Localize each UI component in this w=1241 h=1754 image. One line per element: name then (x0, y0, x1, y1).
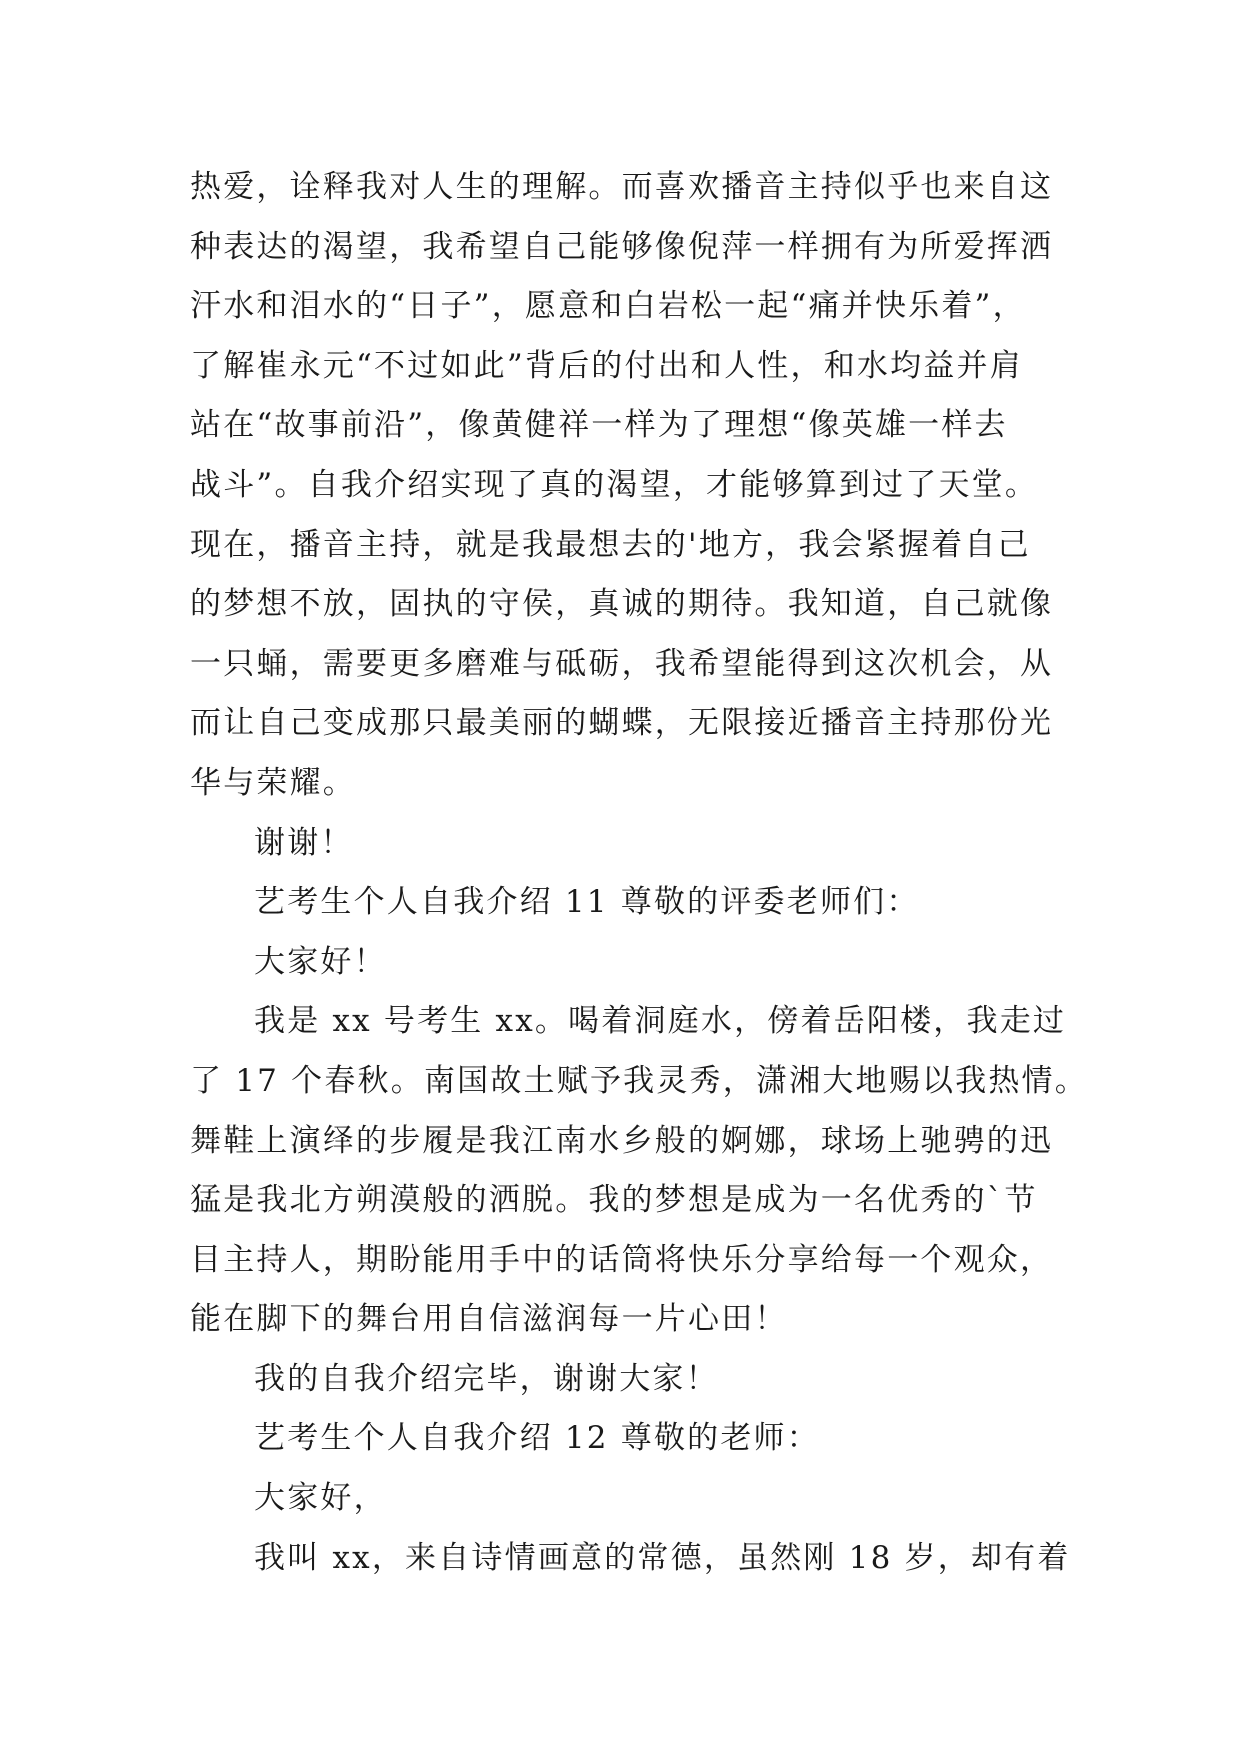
text-line: 华与荣耀。 (190, 764, 356, 801)
text-line: 种表达的渴望，我希望自己能够像倪萍一样拥有为所爱挥洒 (190, 228, 1054, 265)
text-line: 汗水和泪水的“日子”，愿意和白岩松一起“痛并快乐着”， (190, 288, 1026, 325)
text-line: 一只蛹，需要更多磨难与砥砺，我希望能得到这次机会，从 (190, 645, 1054, 682)
text-line: 谢谢！ (254, 824, 354, 861)
text-line: 了解崔永元“不过如此”背后的付出和人性，和水均益并肩 (190, 347, 1023, 384)
text-line: 猛是我北方朔漠般的洒脱。我的梦想是成为一名优秀的`节 (190, 1182, 1038, 1219)
text-line: 我的自我介绍完毕，谢谢大家！ (254, 1360, 719, 1397)
text-line: 站在“故事前沿”，像黄健祥一样为了理想“像英雄一样去 (190, 407, 1008, 444)
text-line: 的梦想不放，固执的守侯，真诚的期待。我知道，自己就像 (190, 586, 1054, 623)
text-line: 而让自己变成那只最美丽的蝴蝶，无限接近播音主持那份光 (190, 705, 1054, 742)
text-line: 了 17 个春秋。南国故土赋予我灵秀，潇湘大地赐以我热情。 (190, 1062, 1088, 1099)
text-line: 能在脚下的舞台用自信滋润每一片心田！ (190, 1301, 788, 1338)
text-line: 目主持人，期盼能用手中的话筒将快乐分享给每一个观众， (190, 1241, 1054, 1278)
text-line: 舞鞋上演绎的步履是我江南水乡般的婀娜，球场上驰骋的迅 (190, 1122, 1054, 1159)
text-line: 大家好！ (254, 943, 387, 980)
text-line: 现在，播音主持，就是我最想去的'地方，我会紧握着自己 (190, 526, 1031, 563)
text-line: 艺考生个人自我介绍 12 尊敬的老师： (254, 1420, 820, 1457)
document-body (190, 158, 1088, 1588)
text-line: 战斗”。自我介绍实现了真的渴望，才能够算到过了天堂。 (190, 466, 1039, 503)
text-line: 艺考生个人自我介绍 11 尊敬的评委老师们： (254, 884, 920, 921)
text-line: 我是 xx 号考生 xx。喝着洞庭水，傍着岳阳楼，我走过 (254, 1003, 1067, 1040)
text-line: 我叫 xx，来自诗情画意的常德，虽然刚 18 岁，却有着 (254, 1539, 1071, 1576)
text-line: 大家好， (254, 1480, 387, 1517)
text-line: 热爱，诠释我对人生的理解。而喜欢播音主持似乎也来自这 (190, 169, 1054, 205)
